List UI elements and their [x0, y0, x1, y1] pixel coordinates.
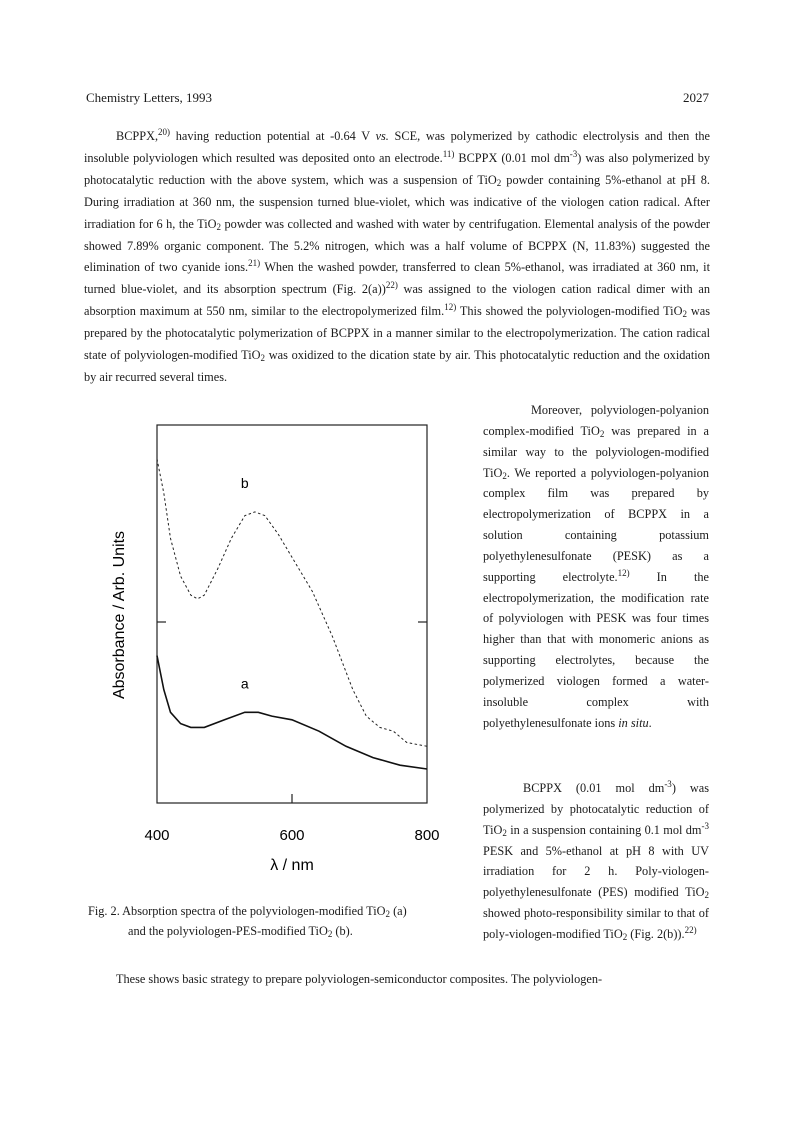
x-tick-label-600: 600 [279, 827, 305, 844]
ref-11: 11) [442, 148, 455, 159]
page-number: 2027 [683, 90, 709, 105]
series-a-label: a [240, 675, 249, 692]
figure-label: Fig. 2. [88, 904, 120, 918]
ref-22: 22) [385, 280, 398, 291]
paragraph-1: BCPPX,$^{20)}$ having reduction potential at -0.64 V vs. SCE, was polymerized by cathodic electrolysis and then the insoluble polyviologen which resulted was deposited onto an electrode.$^{11)}$ BCPPX (0.01 mol $dm^{-3}$) was also polymerized by photocatalytic reduction with the above system, which was a suspension of TiO$_2$ powder containing 5%-ethanol at pH 8. During irradiation at 360 nm, the suspension turned blue-violet, which was indicative of the viologen cation radical. After irradiation for 6 h, the TiO$_2$ powder was collected and washed with water by centrifugation. Elemental analysis of the powder showed 7.89% organic component. The 5.2% nitrogen, which was a half volume of BCPPX (N, 11.83%) suggested the elimination of two cyanide ions.$^{21)}$ When the washed powder, transferred to clean 5%-ethanol, was irradiated at 360 nm, it turned blue-violet, and its absorption spectrum (Fig. 2(a))$^{22)}$ was assigned to the viologen cation radical dimer with an absorption maximum at 550 nm, similar to the electropolymerized film.$^{12)}$ This showed the polyviologen-modified TiO$_2$ was prepared by the photocatalytic polymerization of BCPPX in a manner similar to the electropolymerization. The cation radical state of polyviologen-modified TiO$_2$ was oxidized to the dication state by air. This photocatalytic reduction and the oxidation by air recurred several times. [84, 127, 711, 384]
plot-frame [157, 425, 427, 803]
ref-21: 21) [248, 258, 261, 269]
absorption-spectra-chart [100, 420, 445, 880]
ref-12: 12) [617, 567, 630, 578]
ref-20: 20) [158, 127, 171, 137]
series-a-line [157, 656, 427, 769]
x-axis-label: λ / nm [270, 857, 314, 874]
x-tick-label-800: 800 [414, 827, 440, 844]
series-b-line [157, 459, 427, 746]
ref-22: 22) [684, 924, 697, 935]
y-axis-label: Absorbance / Arb. Units [111, 530, 128, 700]
right-column-paragraph-1: Moreover, polyviologen-polyanion complex-modified TiO$_2$ was prepared in a similar way to the polyviologen-modified TiO$_2$. We reported a polyviologen-polyanion complex film was prepared by electropolymerization of BCPPX in a solution containing potassium polyethylenesulfonate (PESK) as a supporting electrolyte.$^{12)}$ In the electropolymerization, the modification rate of polyviologen with PESK was four times higher than that with monomeric anions as supporting electrolytes, because the polymerized viologen formed a water-insoluble complex with polyethylenesulfonate ions in situ. [483, 403, 709, 730]
running-header-journal: Chemistry Letters, 1993 [86, 90, 213, 105]
series-b-label: b [240, 474, 249, 491]
right-column-paragraph-2: BCPPX (0.01 mol $dm^{-3}$) was polymerized by photocatalytic reduction of TiO$_2$ in a suspension containing 0.1 mol $dm^{-3}$ PESK and 5%-ethanol at pH 8 with UV irradiation for 2 h. Poly-viologen-polyethylenesulfonate (PES) modified TiO$_2$ showed photo-responsibility similar to that of poly-viologen-modified TiO$_2$ (Fig. 2(b)).$^{22)}$ [483, 779, 709, 942]
paragraph-3: These shows basic strategy to prepare polyviologen-semiconductor composites. The polyviologen- [116, 972, 603, 986]
ref-12: 12) [444, 302, 457, 313]
figure-caption: Fig. 2. Absorption spectra of the polyviologen-modified TiO$_2$ (a) and the polyviologen-PES-modified TiO$_2$ (b). [88, 904, 407, 939]
x-tick-label-400: 400 [144, 827, 170, 844]
